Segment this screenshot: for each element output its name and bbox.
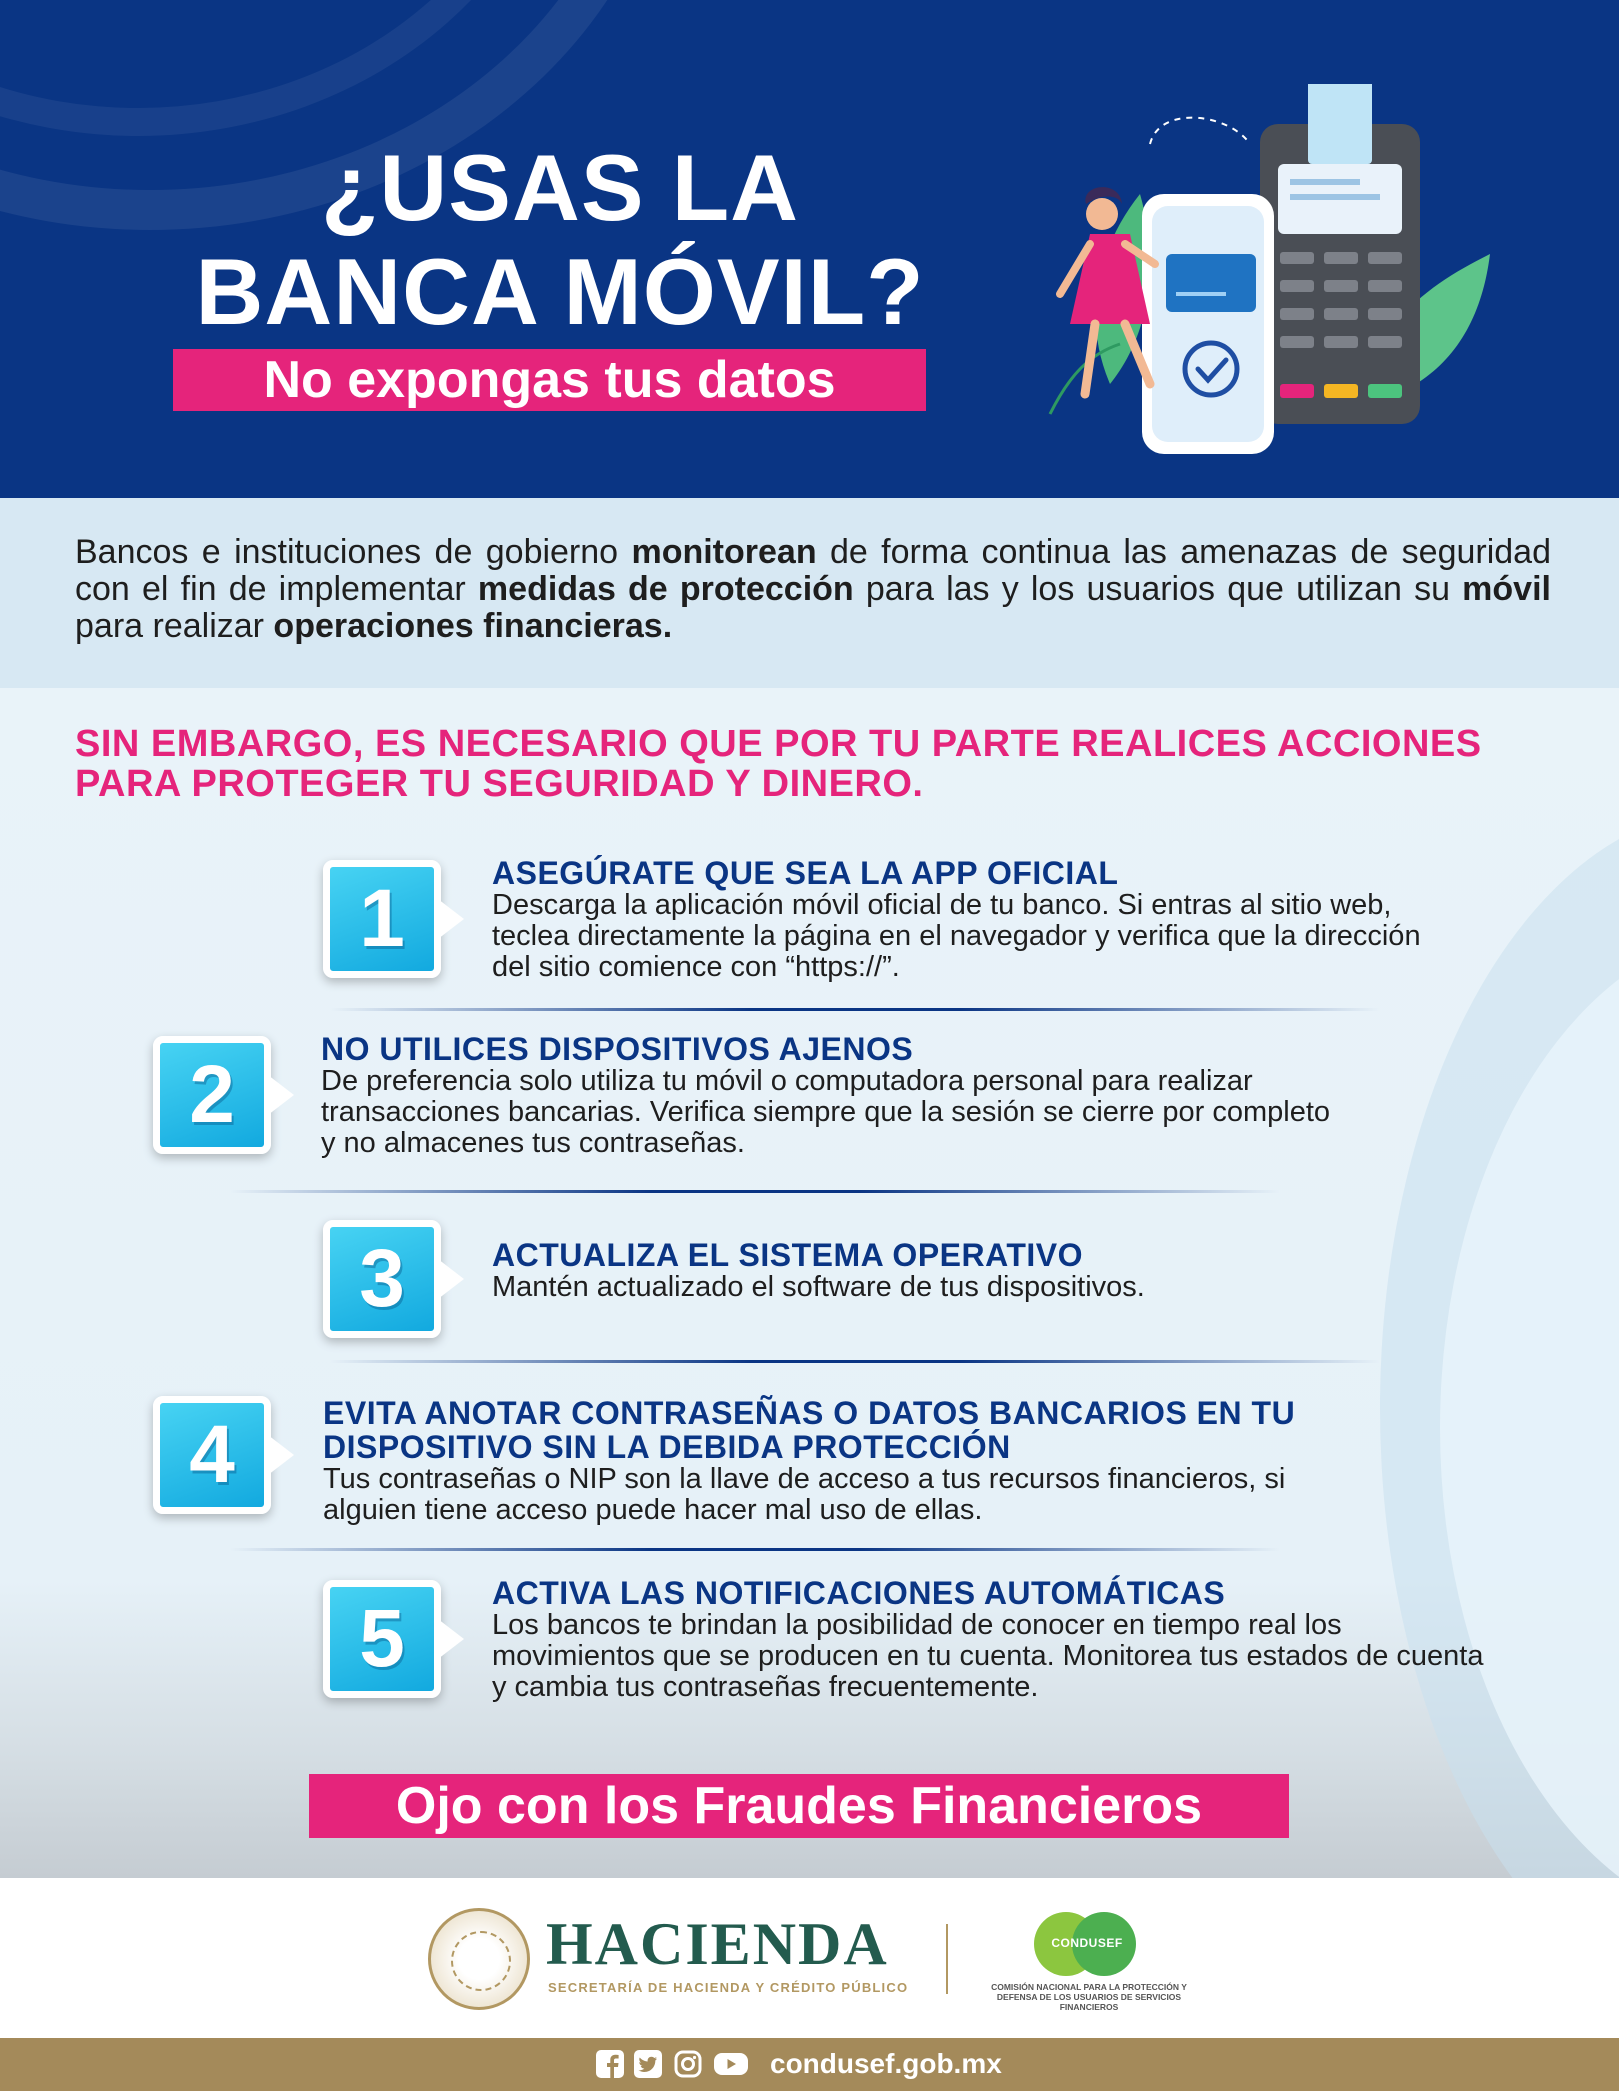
step-title: ACTIVA LAS NOTIFICACIONES AUTOMÁTICAS	[492, 1575, 1226, 1611]
page-title	[140, 136, 980, 344]
step-title: ACTUALIZA EL SISTEMA OPERATIVO	[492, 1237, 1084, 1273]
hacienda-subtitle: SECRETARÍA DE HACIENDA Y CRÉDITO PÚBLICO	[548, 1980, 909, 1995]
website-link[interactable]: condusef.gob.mx	[770, 2048, 1002, 2079]
subtitle-banner: No expongas tus datos	[173, 349, 926, 411]
intro-paragraph: Bancos e instituciones de gobierno monitorean de forma continua las amenazas de seguridad con el fin de implementar medidas de protección para las y los usuarios que utilizan su móvil para realizar operaciones financieras.	[75, 533, 1551, 645]
title-line-2: BANCA MÓVIL?	[195, 239, 925, 344]
mobile-banking-illustration	[990, 84, 1510, 474]
step-body: Mantén actualizado el software de tus dispositivos.	[492, 1271, 1145, 1303]
step-body: Tus contraseñas o NIP son la llave de acceso a tus recursos financieros, si alguien tiene acceso puede hacer mal uso de ellas.	[323, 1463, 1286, 1526]
hacienda-logo-text: HACIENDA	[546, 1911, 889, 1977]
step-number-badge: 4	[153, 1396, 271, 1514]
warning-heading: SIN EMBARGO, ES NECESARIO QUE POR TU PARTE REALICES ACCIONES PARA PROTEGER TU SEGURIDAD Y DINERO.	[75, 723, 1482, 805]
condusef-logo: CONDUSEF	[1034, 1912, 1140, 1982]
step-body: Descarga la aplicación móvil oficial de tu banco. Si entras al sitio web, teclea directamente la página en el navegador y verifica que la dirección del sitio comience con “https://”.	[492, 889, 1421, 983]
condusef-subtitle: COMISIÓN NACIONAL PARA LA PROTECCIÓN Y DEFENSA DE LOS USUARIOS DE SERVICIOS FINANCIEROS	[991, 1982, 1187, 2012]
divider	[230, 1190, 1280, 1193]
step-3	[492, 1238, 1452, 1303]
step-body: De preferencia solo utiliza tu móvil o computadora personal para realizar transacciones bancarias. Verifica siempre que la sesión se cierre por completo y no almacenes tus contraseñas.	[321, 1065, 1331, 1159]
step-number-badge: 1	[323, 860, 441, 978]
step-number-badge: 3	[323, 1220, 441, 1338]
instagram-icon[interactable]	[674, 2050, 702, 2078]
facebook-icon[interactable]	[596, 2050, 624, 2078]
fraud-banner: Ojo con los Fraudes Financieros	[309, 1774, 1289, 1838]
youtube-icon[interactable]	[714, 2050, 748, 2078]
step-1	[492, 856, 1452, 983]
logo-footer	[0, 1878, 1619, 2038]
intro-section	[0, 498, 1619, 688]
step-2	[321, 1032, 1361, 1159]
title-line-1: ¿USAS LA	[321, 135, 799, 240]
step-title: ASEGÚRATE QUE SEA LA APP OFICIAL	[492, 855, 1119, 891]
step-title: NO UTILICES DISPOSITIVOS AJENOS	[321, 1031, 914, 1067]
step-body: Los bancos te brindan la posibilidad de conocer en tiempo real los movimientos que se producen en tu cuenta. Monitorea tus estados de cuenta y cambia tus contraseñas frecuentemente.	[492, 1609, 1484, 1703]
divider	[330, 1008, 1380, 1011]
step-number-badge: 5	[323, 1580, 441, 1698]
bottom-bar	[0, 2038, 1619, 2091]
step-5	[492, 1576, 1492, 1703]
tips-section	[0, 688, 1619, 1878]
step-4	[323, 1396, 1343, 1526]
twitter-icon[interactable]	[634, 2050, 662, 2078]
step-title: EVITA ANOTAR CONTRASEÑAS O DATOS BANCARIOS EN TU DISPOSITIVO SIN LA DEBIDA PROTECCIÓN	[323, 1395, 1296, 1465]
step-number-badge: 2	[153, 1036, 271, 1154]
header-banner	[0, 0, 1619, 498]
divider	[330, 1360, 1380, 1363]
divider	[230, 1548, 1280, 1551]
logo-separator	[946, 1924, 948, 1994]
mexico-seal-logo	[428, 1908, 530, 2010]
